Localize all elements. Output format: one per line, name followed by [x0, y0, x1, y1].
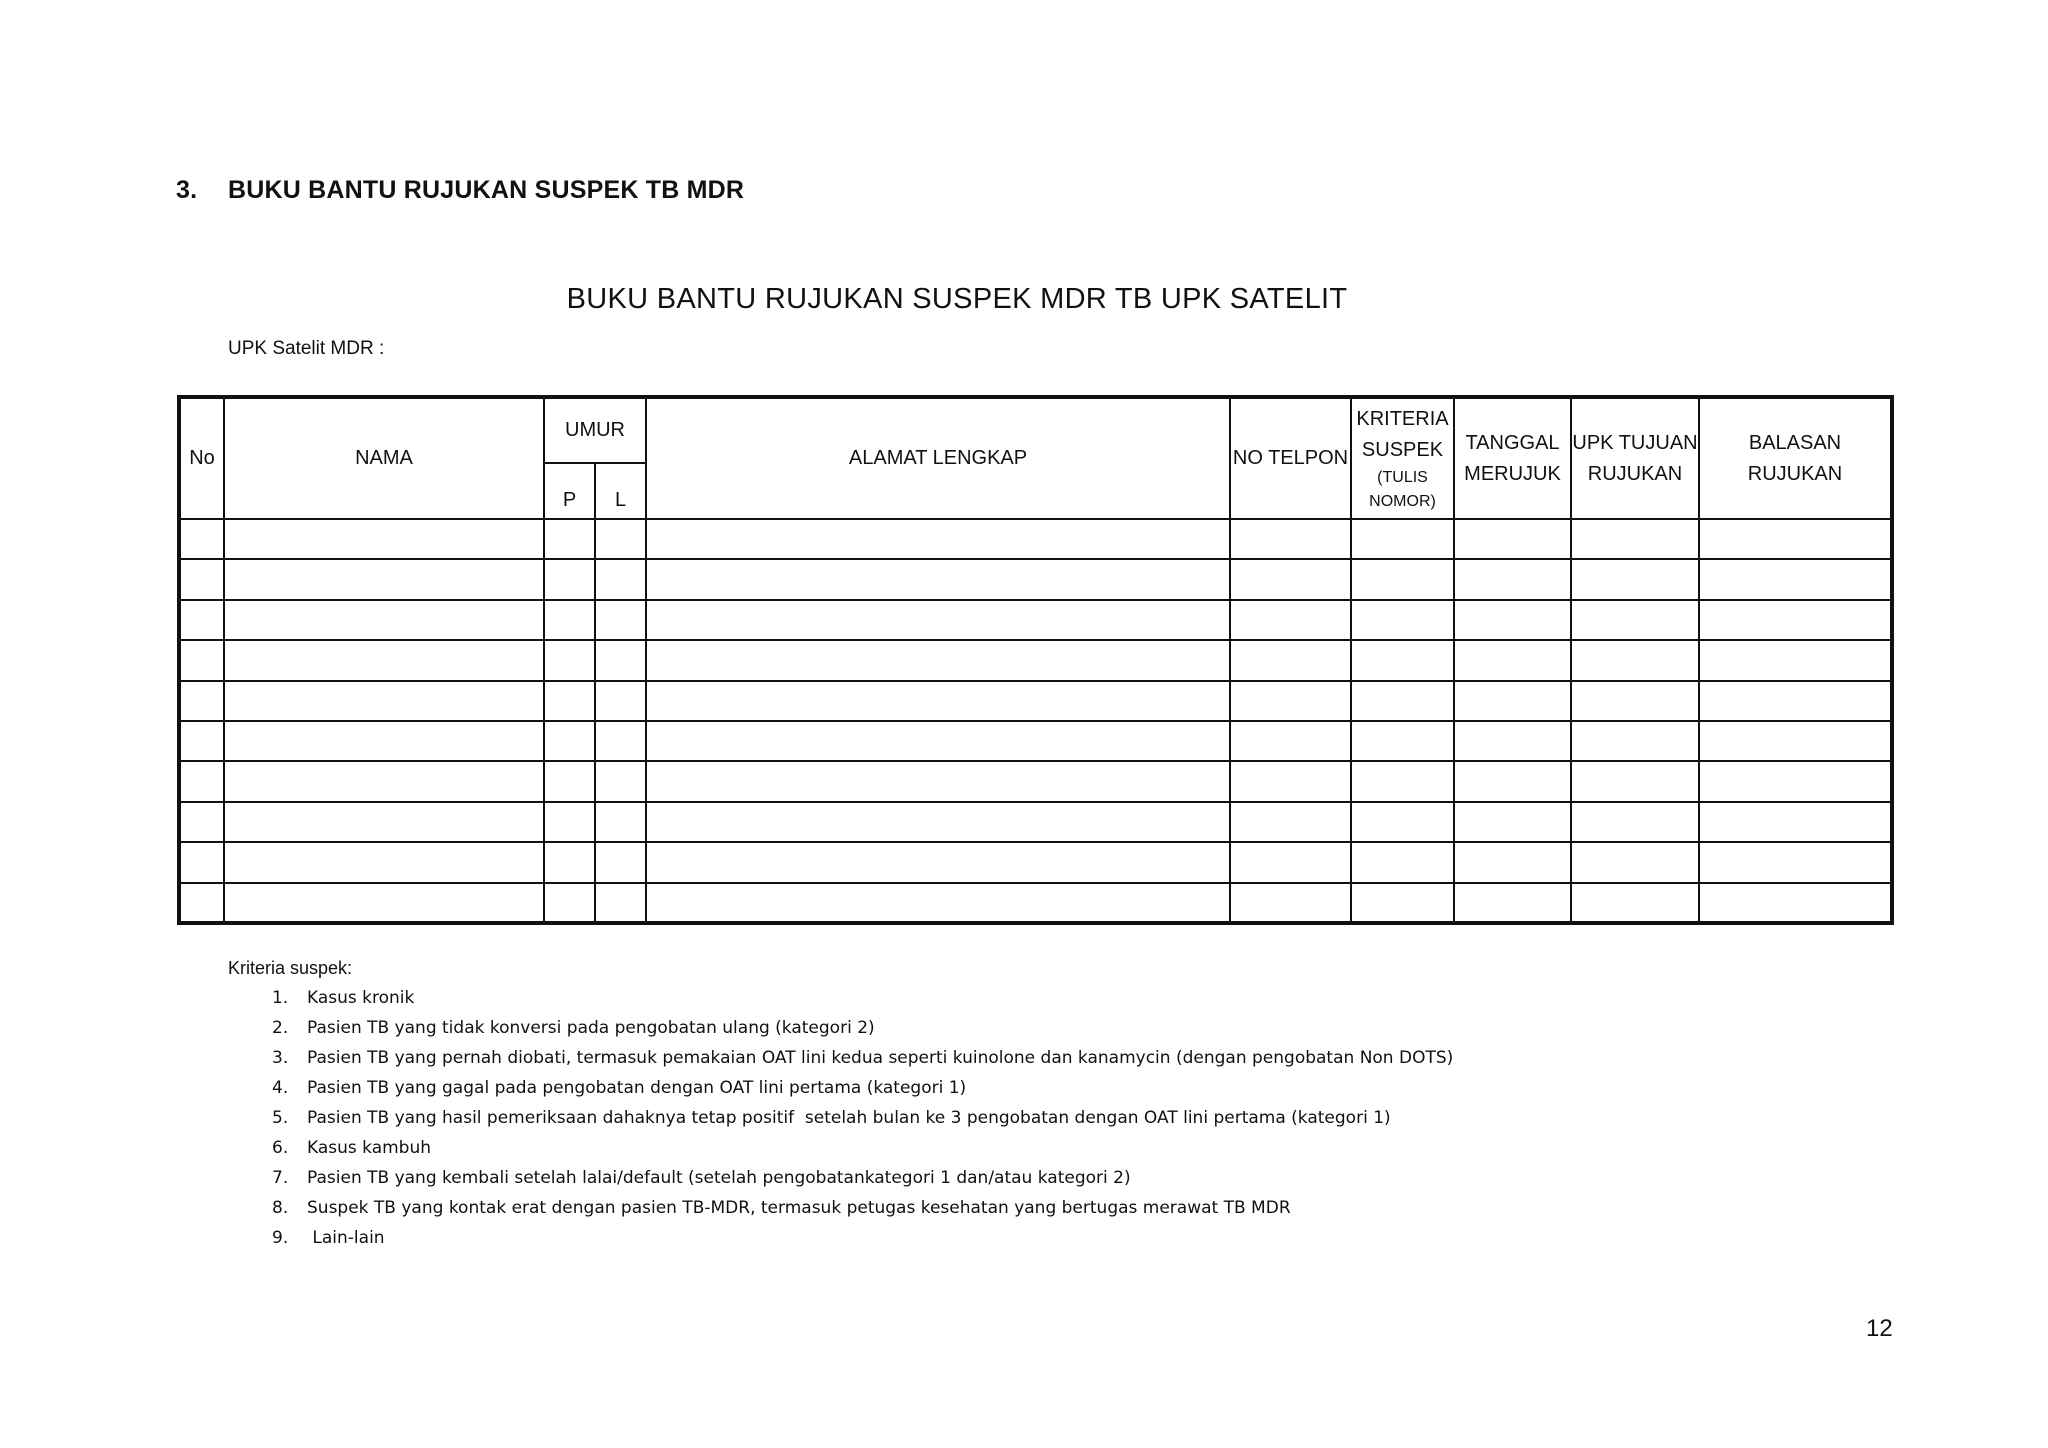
cell-tanggal[interactable]	[1454, 842, 1571, 882]
table-row	[179, 640, 1892, 680]
criteria-item	[272, 1013, 1453, 1043]
cell-nama[interactable]	[224, 600, 544, 640]
cell-umur-l[interactable]	[595, 681, 646, 721]
cell-upk-tujuan[interactable]	[1571, 640, 1699, 680]
table-row	[179, 681, 1892, 721]
header-umur: UMUR	[544, 397, 646, 463]
cell-no[interactable]	[179, 802, 224, 842]
cell-umur-l[interactable]	[595, 842, 646, 882]
cell-telpon[interactable]	[1230, 681, 1351, 721]
cell-nama[interactable]	[224, 883, 544, 923]
cell-no[interactable]	[179, 600, 224, 640]
cell-umur-p[interactable]	[544, 842, 595, 882]
cell-alamat[interactable]	[646, 559, 1230, 599]
cell-telpon[interactable]	[1230, 600, 1351, 640]
cell-tanggal[interactable]	[1454, 883, 1571, 923]
section-title: BUKU BANTU RUJUKAN SUSPEK TB MDR	[228, 176, 745, 204]
cell-umur-p[interactable]	[544, 519, 595, 559]
criteria-item-text: Kasus kronik	[307, 988, 415, 1008]
cell-umur-l[interactable]	[595, 883, 646, 923]
cell-telpon[interactable]	[1230, 761, 1351, 801]
criteria-item-number: 1.	[272, 988, 289, 1008]
cell-upk-tujuan[interactable]	[1571, 721, 1699, 761]
cell-no[interactable]	[179, 559, 224, 599]
referral-register-table	[177, 395, 1894, 925]
table-row	[179, 802, 1892, 842]
cell-alamat[interactable]	[646, 600, 1230, 640]
cell-upk-tujuan[interactable]	[1571, 600, 1699, 640]
table-row	[179, 721, 1892, 761]
header-kriteria-line2: SUSPEK	[1361, 438, 1444, 461]
cell-balasan[interactable]	[1699, 761, 1892, 801]
cell-alamat[interactable]	[646, 519, 1230, 559]
table-row	[179, 519, 1892, 559]
cell-nama[interactable]	[224, 842, 544, 882]
cell-kriteria[interactable]	[1351, 761, 1454, 801]
upk-satelit-label: UPK Satelit MDR :	[228, 338, 385, 359]
header-tanggal-line1: TANGGAL	[1465, 431, 1560, 454]
criteria-item	[272, 1103, 1453, 1133]
cell-telpon[interactable]	[1230, 519, 1351, 559]
cell-tanggal[interactable]	[1454, 519, 1571, 559]
cell-umur-l[interactable]	[595, 802, 646, 842]
cell-no[interactable]	[179, 842, 224, 882]
cell-alamat[interactable]	[646, 883, 1230, 923]
cell-umur-p[interactable]	[544, 883, 595, 923]
cell-umur-l[interactable]	[595, 559, 646, 599]
cell-nama[interactable]	[224, 640, 544, 680]
section-heading	[176, 176, 744, 205]
cell-kriteria[interactable]	[1351, 721, 1454, 761]
cell-alamat[interactable]	[646, 802, 1230, 842]
criteria-item-text: Pasien TB yang hasil pemeriksaan dahaknya tetap positif setelah bulan ke 3 pengobatan dengan OAT lini pertama (kategori 1)	[307, 1108, 1391, 1128]
criteria-title: Kriteria suspek:	[228, 958, 353, 978]
criteria-item-number: 3.	[272, 1048, 289, 1068]
header-nama: NAMA	[224, 397, 544, 519]
cell-kriteria[interactable]	[1351, 681, 1454, 721]
cell-kriteria[interactable]	[1351, 883, 1454, 923]
cell-telpon[interactable]	[1230, 640, 1351, 680]
cell-balasan[interactable]	[1699, 559, 1892, 599]
header-tanggal-line2: MERUJUK	[1464, 462, 1561, 485]
criteria-section	[228, 958, 1453, 1253]
cell-kriteria[interactable]	[1351, 600, 1454, 640]
cell-telpon[interactable]	[1230, 802, 1351, 842]
criteria-item-text: Pasien TB yang pernah diobati, termasuk pemakaian OAT lini kedua seperti kuinolone dan kanamycin (dengan pengobatan Non DOTS)	[307, 1048, 1454, 1068]
table-row	[179, 600, 1892, 640]
criteria-item-number: 4.	[272, 1078, 289, 1098]
cell-upk-tujuan[interactable]	[1571, 842, 1699, 882]
cell-umur-l[interactable]	[595, 600, 646, 640]
cell-nama[interactable]	[224, 802, 544, 842]
cell-umur-l[interactable]	[595, 721, 646, 761]
cell-upk-tujuan[interactable]	[1571, 559, 1699, 599]
cell-no[interactable]	[179, 883, 224, 923]
cell-tanggal[interactable]	[1454, 721, 1571, 761]
cell-umur-l[interactable]	[595, 761, 646, 801]
cell-tanggal[interactable]	[1454, 559, 1571, 599]
cell-nama[interactable]	[224, 519, 544, 559]
cell-no[interactable]	[179, 721, 224, 761]
criteria-item-text: Suspek TB yang kontak erat dengan pasien TB-MDR, termasuk petugas kesehatan yang bertugas merawat TB MDR	[307, 1198, 1291, 1218]
cell-balasan[interactable]	[1699, 640, 1892, 680]
cell-alamat[interactable]	[646, 842, 1230, 882]
table-row	[179, 883, 1892, 923]
cell-upk-tujuan[interactable]	[1571, 761, 1699, 801]
cell-upk-tujuan[interactable]	[1571, 802, 1699, 842]
cell-upk-tujuan[interactable]	[1571, 681, 1699, 721]
cell-no[interactable]	[179, 519, 224, 559]
criteria-item	[272, 1163, 1453, 1193]
cell-tanggal[interactable]	[1454, 761, 1571, 801]
criteria-item	[272, 983, 1453, 1013]
header-upk-tujuan-rujukan	[1571, 397, 1699, 519]
cell-telpon[interactable]	[1230, 721, 1351, 761]
header-umur-l: L	[595, 463, 646, 519]
cell-upk-tujuan[interactable]	[1571, 519, 1699, 559]
cell-umur-p[interactable]	[544, 681, 595, 721]
cell-no[interactable]	[179, 640, 224, 680]
criteria-item-number: 7.	[272, 1168, 289, 1188]
header-alamat-lengkap: ALAMAT LENGKAP	[646, 397, 1230, 519]
cell-kriteria[interactable]	[1351, 842, 1454, 882]
cell-umur-p[interactable]	[544, 761, 595, 801]
page-number: 12	[1866, 1315, 1893, 1342]
header-upk-line2: RUJUKAN	[1587, 462, 1683, 485]
cell-kriteria[interactable]	[1351, 802, 1454, 842]
cell-balasan[interactable]	[1699, 802, 1892, 842]
cell-umur-l[interactable]	[595, 640, 646, 680]
criteria-item-text: Kasus kambuh	[307, 1138, 432, 1158]
cell-tanggal[interactable]	[1454, 640, 1571, 680]
cell-umur-p[interactable]	[544, 721, 595, 761]
criteria-item-text: Pasien TB yang kembali setelah lalai/default (setelah pengobatankategori 1 dan/atau kategori 2)	[307, 1168, 1131, 1188]
cell-nama[interactable]	[224, 559, 544, 599]
cell-balasan[interactable]	[1699, 842, 1892, 882]
cell-balasan[interactable]	[1699, 519, 1892, 559]
criteria-item	[272, 1043, 1453, 1073]
cell-umur-l[interactable]	[595, 519, 646, 559]
header-tanggal-merujuk	[1454, 397, 1571, 519]
table-row	[179, 761, 1892, 801]
cell-umur-p[interactable]	[544, 802, 595, 842]
criteria-item	[272, 1193, 1453, 1223]
criteria-item-number: 8.	[272, 1198, 289, 1218]
cell-kriteria[interactable]	[1351, 640, 1454, 680]
cell-alamat[interactable]	[646, 721, 1230, 761]
header-kriteria-suspek	[1351, 397, 1454, 519]
cell-nama[interactable]	[224, 681, 544, 721]
cell-umur-p[interactable]	[544, 640, 595, 680]
criteria-item	[272, 1223, 1453, 1253]
cell-telpon[interactable]	[1230, 842, 1351, 882]
header-no-telpon: NO TELPON	[1230, 397, 1351, 519]
criteria-item-number: 9.	[272, 1228, 289, 1248]
cell-no[interactable]	[179, 681, 224, 721]
register-body	[179, 519, 1892, 923]
cell-alamat[interactable]	[646, 681, 1230, 721]
cell-balasan[interactable]	[1699, 600, 1892, 640]
criteria-item-text: Pasien TB yang gagal pada pengobatan dengan OAT lini pertama (kategori 1)	[307, 1078, 967, 1098]
header-umur-p: P	[544, 463, 595, 519]
form-title: BUKU BANTU RUJUKAN SUSPEK MDR TB UPK SATELIT	[566, 283, 1348, 315]
criteria-item-text: Pasien TB yang tidak konversi pada pengobatan ulang (kategori 2)	[307, 1018, 875, 1038]
header-kriteria-note2: NOMOR)	[1369, 492, 1436, 510]
cell-nama[interactable]	[224, 721, 544, 761]
header-kriteria-line1: KRITERIA	[1356, 407, 1449, 430]
header-no: No	[179, 397, 224, 519]
table-row	[179, 842, 1892, 882]
header-upk-line1: UPK TUJUAN	[1572, 431, 1698, 454]
cell-umur-p[interactable]	[544, 600, 595, 640]
cell-upk-tujuan[interactable]	[1571, 883, 1699, 923]
criteria-item	[272, 1133, 1453, 1163]
cell-tanggal[interactable]	[1454, 681, 1571, 721]
cell-nama[interactable]	[224, 761, 544, 801]
cell-balasan[interactable]	[1699, 681, 1892, 721]
criteria-item-number: 6.	[272, 1138, 289, 1158]
cell-kriteria[interactable]	[1351, 519, 1454, 559]
cell-tanggal[interactable]	[1454, 802, 1571, 842]
header-kriteria-note1: (TULIS	[1377, 468, 1428, 486]
cell-alamat[interactable]	[646, 761, 1230, 801]
cell-balasan[interactable]	[1699, 721, 1892, 761]
criteria-item-text: Lain-lain	[307, 1228, 385, 1248]
criteria-item	[272, 1073, 1453, 1103]
criteria-list	[228, 983, 1453, 1253]
section-number: 3.	[176, 176, 198, 204]
table-row	[179, 559, 1892, 599]
criteria-item-number: 2.	[272, 1018, 289, 1038]
header-balasan-rujukan: BALASAN RUJUKAN	[1699, 397, 1892, 519]
cell-telpon[interactable]	[1230, 883, 1351, 923]
cell-umur-p[interactable]	[544, 559, 595, 599]
cell-telpon[interactable]	[1230, 559, 1351, 599]
criteria-item-number: 5.	[272, 1108, 289, 1128]
cell-no[interactable]	[179, 761, 224, 801]
cell-tanggal[interactable]	[1454, 600, 1571, 640]
cell-kriteria[interactable]	[1351, 559, 1454, 599]
cell-balasan[interactable]	[1699, 883, 1892, 923]
cell-alamat[interactable]	[646, 640, 1230, 680]
